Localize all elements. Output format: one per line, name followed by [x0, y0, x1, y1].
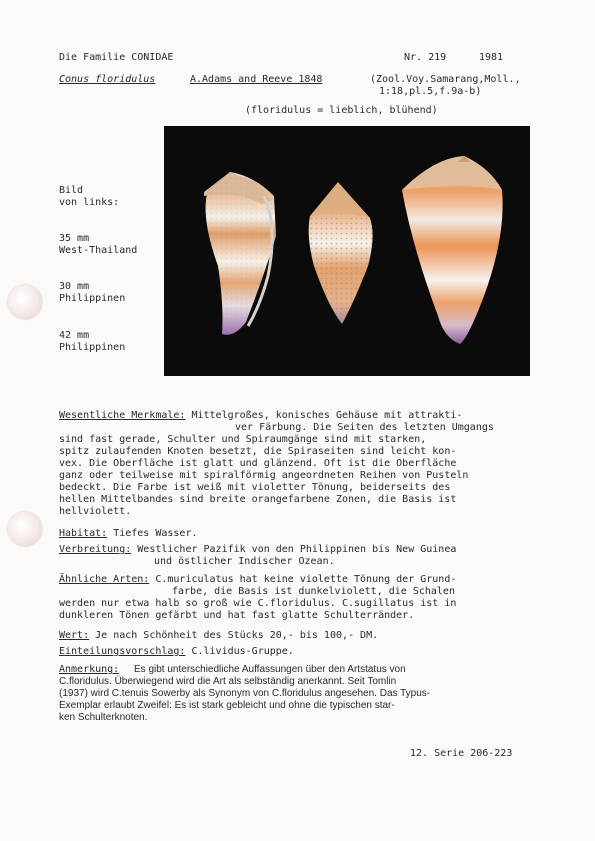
- anmerkung-label: Anmerkung:: [59, 664, 120, 675]
- verbreitung-line-2: und östlicher Indischer Ozean.: [154, 556, 335, 567]
- anmerkung-line-1: Es gibt unterschiedliche Auffassungen über den Artstatus von: [134, 664, 406, 675]
- merkmale-line-9: hellviolett.: [59, 506, 132, 517]
- merkmale-line-7: bedeckt. Die Farbe ist weiß mit violetter Tönung, beiderseits des: [59, 482, 451, 493]
- merkmale-first-line: [59, 410, 462, 422]
- caption-line-2: von links:: [59, 197, 120, 208]
- merkmale-line-5: vex. Die Oberfläche ist glatt und glänzend. Oft ist die Oberfläche: [59, 458, 457, 469]
- merkmale-label: Wesentliche Merkmale:: [59, 410, 186, 421]
- cone-shells-image: [164, 126, 530, 376]
- habitat-line: [59, 528, 198, 540]
- punch-hole-top: [8, 285, 42, 319]
- species-name: Conus floridulus: [59, 74, 156, 85]
- einteilung-text: C.lividus-Gruppe.: [191, 646, 294, 657]
- specimen-1-locality: West-Thailand: [59, 245, 138, 256]
- habitat-label: Habitat:: [59, 528, 108, 539]
- verbreitung-label: Verbreitung:: [59, 544, 132, 555]
- einteilung-line: [59, 646, 294, 658]
- series-footer: 12. Serie 206-223: [410, 748, 513, 759]
- specimen-2-size: 30 mm: [59, 281, 90, 292]
- aehnliche-line-1: C.muriculatus hat keine violette Tönung der Grund-: [155, 574, 457, 585]
- shell-1: [204, 172, 276, 335]
- aehnliche-line: [59, 574, 456, 586]
- merkmale-line-8: hellen Mittelbandes sind breite orangefarbene Zonen, die Basis ist: [59, 494, 457, 505]
- specimen-1-size: 35 mm: [59, 233, 90, 244]
- merkmale-line-3: sind fast gerade, Schulter und Spiraumgänge sind mit starken,: [59, 434, 427, 445]
- habitat-text: Tiefes Wasser.: [113, 528, 198, 539]
- wert-line: [59, 630, 378, 642]
- einteilung-label: Einteilungsvorschlag:: [59, 646, 186, 657]
- sheet-number: Nr. 219: [404, 52, 447, 63]
- merkmale-line-6: ganz oder teilweise mit spiralförmig angeordneten Reihen von Pusteln: [59, 470, 469, 481]
- sheet-year: 1981: [479, 52, 504, 63]
- anmerkung-line-3: (1937) wird C.tenuis Sowerby als Synonym von C.floridulus angesehen. Das Typus-: [59, 688, 431, 699]
- merkmale-line-2: ver Färbung. Die Seiten des letzten Umgangs: [235, 422, 494, 433]
- shell-photo: [164, 126, 530, 376]
- reference-line-1: (Zool.Voy.Samarang,Moll.,: [370, 74, 521, 85]
- anmerkung-line-4: Exemplar erlaubt Zweifel: Es ist stark gebleicht und ohne die typischen star-: [59, 700, 395, 711]
- specimen-3-locality: Philippinen: [59, 342, 126, 353]
- merkmale-line-1: Mittelgroßes, konisches Gehäuse mit attrakti-: [191, 410, 463, 421]
- verbreitung-line: [59, 544, 456, 556]
- shell-2: [309, 182, 373, 324]
- specimen-2-locality: Philippinen: [59, 293, 126, 304]
- merkmale-line-4: spitz zulaufenden Knoten besetzt, die Spiraseiten sind leicht kon-: [59, 446, 457, 457]
- anmerkung-line-5: ken Schulterknoten.: [59, 712, 148, 723]
- verbreitung-line-1: Westlicher Pazifik von den Philippinen bis New Guinea: [137, 544, 457, 555]
- specimen-3-size: 42 mm: [59, 330, 90, 341]
- etymology: (floridulus = lieblich, blühend): [245, 105, 438, 116]
- caption-line-1: Bild: [59, 185, 84, 196]
- anmerkung-line-2: C.floridulus. Überwiegend wird die Art als selbständig anerkannt. Seit Tomlin: [59, 676, 397, 687]
- aehnliche-line-4: dunkleren Tönen gefärbt und hat fast glatte Schulterränder.: [59, 610, 415, 621]
- species-line: [59, 74, 155, 86]
- shell-3: [402, 156, 503, 344]
- family-title: Die Familie CONIDAE: [59, 52, 174, 63]
- species-authority: A.Adams and Reeve 1848: [190, 74, 323, 85]
- anmerkung-line: [59, 664, 119, 676]
- reference-line-2: 1:18,pl.5,f.9a-b): [379, 86, 482, 97]
- aehnliche-line-2: farbe, die Basis ist dunkelviolett, die Schalen: [172, 586, 455, 597]
- punch-hole-bottom: [8, 512, 42, 546]
- wert-label: Wert:: [59, 630, 90, 641]
- aehnliche-line-3: werden nur etwa halb so groß wie C.floridulus. C.sugillatus ist in: [59, 598, 457, 609]
- wert-text: Je nach Schönheit des Stücks 20,- bis 100,- DM.: [95, 630, 379, 641]
- aehnliche-label: Ähnliche Arten:: [59, 574, 150, 585]
